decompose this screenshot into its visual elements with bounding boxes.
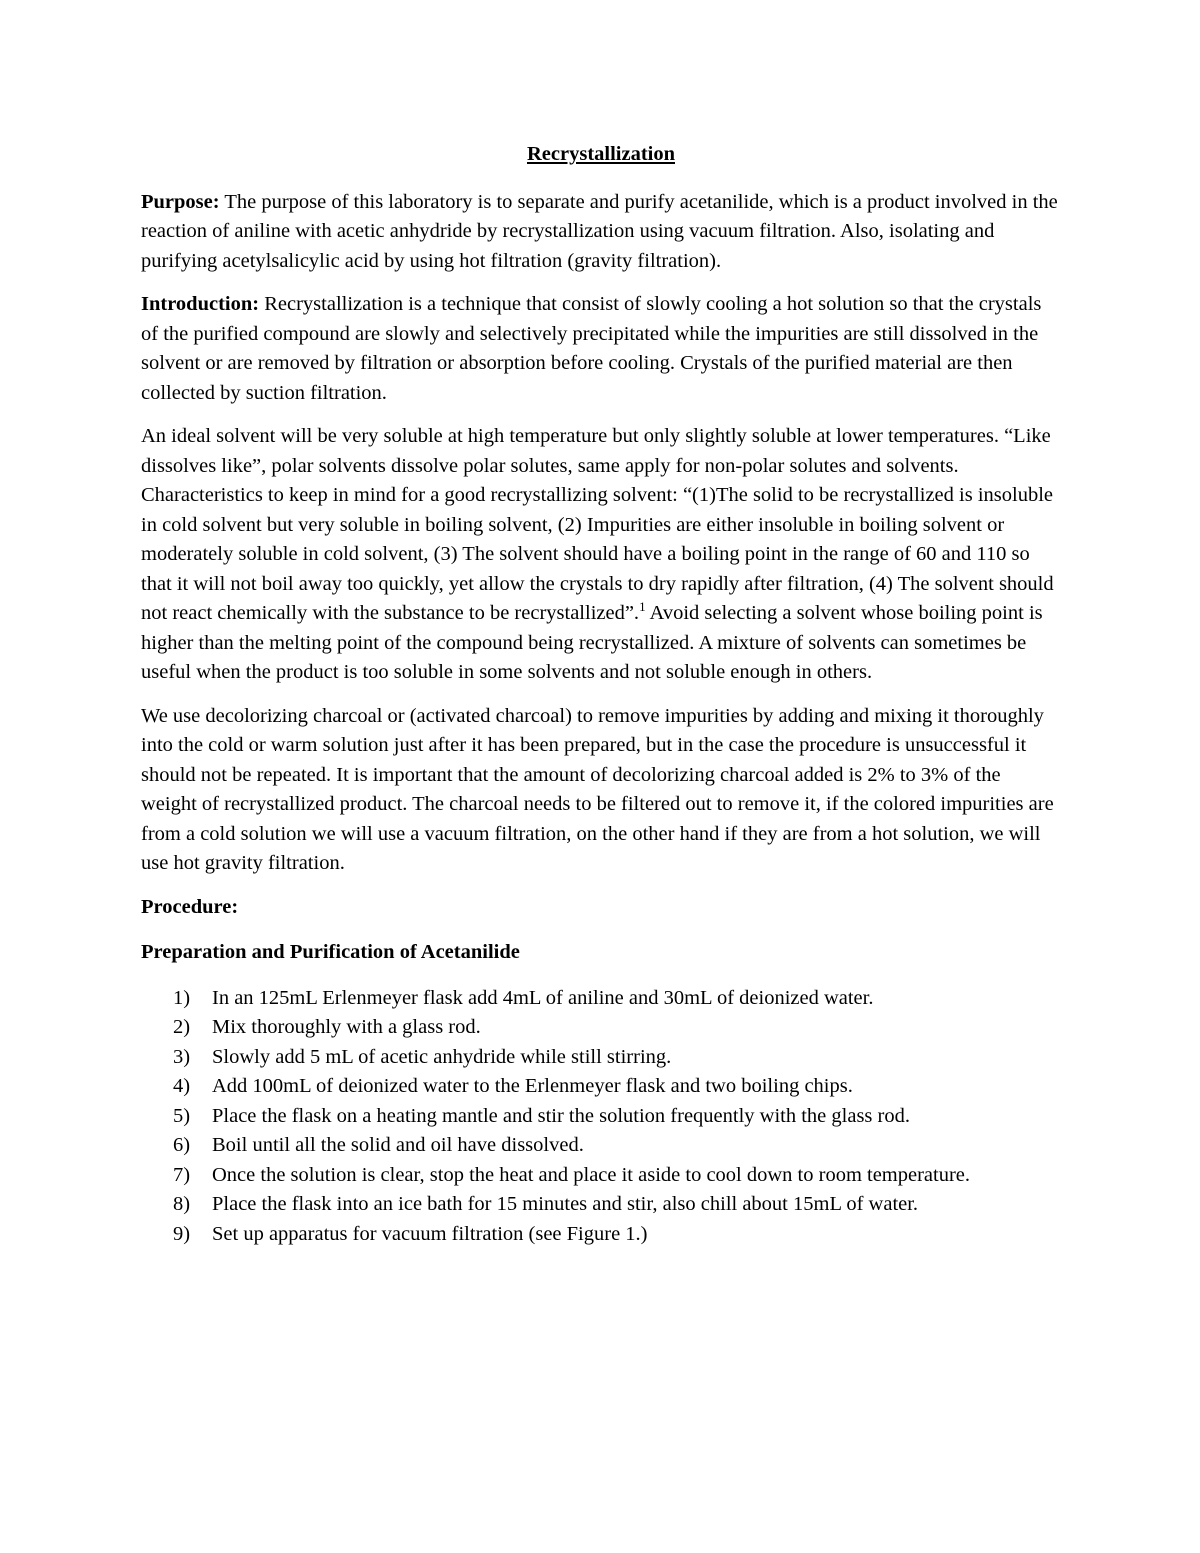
list-item: [141, 984, 1061, 1014]
procedure-heading: Procedure:: [141, 895, 239, 918]
charcoal-paragraph: We use decolorizing charcoal or (activated charcoal) to remove impurities by adding and mixing it thoroughly into the cold or warm solution just after it has been prepared, but in the case the procedure is unsuccessful it should not be repeated. It is important that the amount of decolorizing charcoal added is 2% to 3% of the weight of recrystallized product. The charcoal needs to be filtered out to remove it, if the colored impurities are from a cold solution we will use a vacuum filtration, on the other hand if they are from a hot solution, we will use hot gravity filtration.: [141, 704, 1054, 874]
document-page: [141, 140, 1061, 1249]
step-number: 7): [173, 1163, 191, 1186]
purpose-text: The purpose of this laboratory is to separate and purify acetanilide, which is a product involved in the reaction of aniline with acetic anhydride by recrystallization using vacuum filtration. Also, isolating and purifying acetylsalicylic acid by using hot filtration (gravity filtration).: [141, 190, 1058, 272]
step-number: 9): [173, 1222, 191, 1245]
step-text: Boil until all the solid and oil have dissolved.: [212, 1134, 584, 1156]
step-text: Place the flask into an ice bath for 15 minutes and stir, also chill about 15mL of water.: [212, 1193, 919, 1215]
step-number: 3): [173, 1045, 191, 1068]
list-item: [141, 1131, 1061, 1161]
solvent-paragraph: [141, 422, 1061, 688]
procedure-steps-list: [141, 984, 1061, 1250]
step-text: Place the flask on a heating mantle and stir the solution frequently with the glass rod.: [212, 1104, 910, 1127]
step-text: In an 125mL Erlenmeyer flask add 4mL of aniline and 30mL of deionized water.: [212, 986, 874, 1009]
list-item: [141, 1072, 1061, 1102]
introduction-label: Introduction:: [141, 293, 260, 315]
subsection-heading: Preparation and Purification of Acetanilide: [141, 941, 520, 963]
step-number: 4): [173, 1075, 191, 1097]
list-item: [141, 1043, 1061, 1073]
introduction-paragraph: [141, 290, 1061, 408]
step-number: 2): [173, 1016, 191, 1038]
list-item: [141, 1190, 1061, 1220]
solvent-text-after-ref: Avoid selecting a solvent whose boiling point is higher than the melting point of the compound being recrystallized. A mixture of solvents can sometimes be useful when the product is too soluble in some solvents and not soluble enough in others.: [141, 602, 1043, 683]
footnote-reference: 1: [639, 599, 646, 615]
list-item: [141, 1161, 1061, 1191]
introduction-text: Recrystallization is a technique that consist of slowly cooling a hot solution so that the crystals of the purified compound are slowly and selectively precipitated while the impurities are still dissolved in the solvent or are removed by filtration or absorption before cooling. Crystals of the purified material are then collected by suction filtration.: [141, 293, 1042, 404]
step-text: Once the solution is clear, stop the heat and place it aside to cool down to room temperature.: [212, 1163, 971, 1186]
list-item: [141, 1220, 1061, 1250]
list-item: [141, 1102, 1061, 1132]
step-text: Mix thoroughly with a glass rod.: [212, 1016, 481, 1038]
purpose-paragraph: [141, 188, 1061, 277]
step-text: Add 100mL of deionized water to the Erlenmeyer flask and two boiling chips.: [212, 1075, 853, 1097]
document-title: Recrystallization: [526, 143, 675, 165]
list-item: [141, 1013, 1061, 1043]
purpose-label: Purpose:: [141, 190, 220, 213]
step-number: 1): [173, 986, 191, 1009]
step-text: Slowly add 5 mL of acetic anhydride while still stirring.: [212, 1045, 672, 1068]
step-text: Set up apparatus for vacuum filtration (see Figure 1.): [212, 1222, 648, 1245]
solvent-text-before-ref: An ideal solvent will be very soluble at high temperature but only slightly soluble at lower temperatures. “Like dissolves like”, polar solvents dissolve polar solutes, same apply for non-polar solutes and solvents. Characteristics to keep in mind for a good recrystallizing solvent: “(1)The solid to be recrystallized is insoluble in cold solvent but very soluble in boiling solvent, (2) Impurities are either insoluble in boiling solvent or moderately soluble in cold solvent, (3) The solvent should have a boiling point in the range of 60 and 110 so that it will not boil away too quickly, yet allow the crystals to dry rapidly after filtration, (4) The solvent should not react chemically with the substance to be recrystallized”.: [141, 425, 1054, 624]
step-number: 8): [173, 1193, 191, 1215]
step-number: 6): [173, 1134, 191, 1156]
step-number: 5): [173, 1104, 191, 1127]
